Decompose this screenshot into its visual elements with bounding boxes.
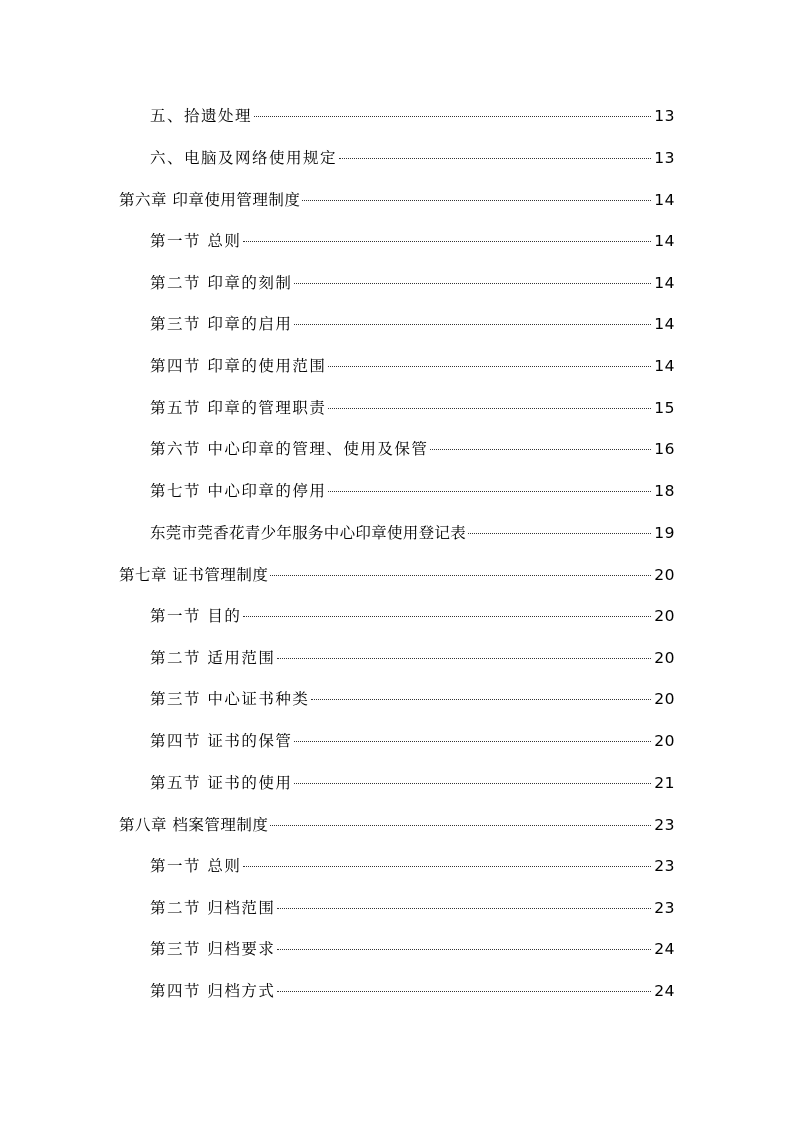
toc-entry-page: 23 bbox=[654, 857, 675, 875]
toc-entry[interactable] bbox=[150, 437, 675, 461]
dot-leader bbox=[294, 783, 651, 784]
toc-entry-page: 24 bbox=[654, 982, 675, 1000]
toc-entry-title: 第五节 印章的管理职责 bbox=[150, 399, 327, 417]
dot-leader bbox=[254, 116, 651, 117]
toc-entry[interactable] bbox=[150, 646, 675, 670]
toc-entry-page: 21 bbox=[654, 774, 675, 792]
toc-entry-title: 第四节 印章的使用范围 bbox=[150, 357, 327, 375]
toc-entry[interactable] bbox=[150, 771, 675, 795]
toc-entry[interactable] bbox=[150, 687, 675, 711]
toc-entry-page: 18 bbox=[654, 482, 675, 500]
dot-leader bbox=[277, 908, 651, 909]
dot-leader bbox=[277, 658, 651, 659]
toc-entry[interactable] bbox=[150, 521, 675, 545]
toc-entry-title: 第七章 证书管理制度 bbox=[119, 566, 269, 584]
toc-entry[interactable] bbox=[150, 146, 675, 170]
toc-entry-title: 第二节 适用范围 bbox=[150, 649, 276, 667]
dot-leader bbox=[277, 949, 651, 950]
toc-entry-page: 15 bbox=[654, 399, 675, 417]
toc-entry[interactable] bbox=[150, 896, 675, 920]
toc-chapter[interactable] bbox=[119, 188, 675, 212]
toc-entry[interactable] bbox=[150, 729, 675, 753]
toc-entry-page: 14 bbox=[654, 315, 675, 333]
toc-entry-title: 第二节 印章的刻制 bbox=[150, 274, 293, 292]
dot-leader bbox=[270, 575, 651, 576]
toc-entry-title: 东莞市莞香花青少年服务中心印章使用登记表 bbox=[150, 524, 467, 542]
dot-leader bbox=[277, 991, 651, 992]
toc-entry-page: 16 bbox=[654, 440, 675, 458]
dot-leader bbox=[243, 616, 651, 617]
toc-entry[interactable] bbox=[150, 937, 675, 961]
dot-leader bbox=[339, 158, 651, 159]
dot-leader bbox=[328, 491, 651, 492]
toc-entry-title: 第四节 归档方式 bbox=[150, 982, 276, 1000]
toc-entry-page: 14 bbox=[654, 274, 675, 292]
toc-entry[interactable] bbox=[150, 229, 675, 253]
toc-entry-page: 20 bbox=[654, 566, 675, 584]
toc-entry-page: 14 bbox=[654, 191, 675, 209]
toc-entry-page: 20 bbox=[654, 649, 675, 667]
toc-entry[interactable] bbox=[150, 854, 675, 878]
dot-leader bbox=[311, 699, 651, 700]
toc-entry[interactable] bbox=[150, 271, 675, 295]
toc-entry-page: 19 bbox=[654, 524, 675, 542]
dot-leader bbox=[243, 866, 651, 867]
dot-leader bbox=[430, 449, 651, 450]
dot-leader bbox=[294, 324, 651, 325]
toc-entry[interactable] bbox=[150, 979, 675, 1003]
toc-entry[interactable] bbox=[150, 312, 675, 336]
toc-chapter[interactable] bbox=[119, 563, 675, 587]
toc-entry[interactable] bbox=[150, 604, 675, 628]
dot-leader bbox=[328, 366, 651, 367]
toc-entry-title: 第二节 归档范围 bbox=[150, 899, 276, 917]
toc-entry-title: 五、拾遗处理 bbox=[150, 107, 253, 125]
toc-entry-page: 13 bbox=[654, 149, 675, 167]
toc-entry-page: 20 bbox=[654, 607, 675, 625]
toc-entry-title: 第五节 证书的使用 bbox=[150, 774, 293, 792]
toc-entry-page: 20 bbox=[654, 732, 675, 750]
toc-entry-page: 14 bbox=[654, 357, 675, 375]
toc-entry[interactable] bbox=[150, 479, 675, 503]
toc-entry-title: 第八章 档案管理制度 bbox=[119, 816, 269, 834]
toc-entry-page: 23 bbox=[654, 816, 675, 834]
toc-entry-title: 第七节 中心印章的停用 bbox=[150, 482, 327, 500]
toc-entry-page: 14 bbox=[654, 232, 675, 250]
toc-entry-page: 13 bbox=[654, 107, 675, 125]
toc-entry-title: 六、电脑及网络使用规定 bbox=[150, 149, 338, 167]
toc-entry-page: 23 bbox=[654, 899, 675, 917]
toc-entry-title: 第六节 中心印章的管理、使用及保管 bbox=[150, 440, 429, 458]
dot-leader bbox=[294, 283, 651, 284]
toc-entry-page: 20 bbox=[654, 690, 675, 708]
dot-leader bbox=[294, 741, 651, 742]
dot-leader bbox=[468, 533, 651, 534]
dot-leader bbox=[270, 825, 651, 826]
toc-entry[interactable] bbox=[150, 396, 675, 420]
toc-entry-title: 第三节 归档要求 bbox=[150, 940, 276, 958]
toc-entry-title: 第四节 证书的保管 bbox=[150, 732, 293, 750]
toc-chapter[interactable] bbox=[119, 813, 675, 837]
dot-leader bbox=[328, 408, 651, 409]
dot-leader bbox=[243, 241, 651, 242]
toc-entry-title: 第一节 总则 bbox=[150, 857, 242, 875]
toc-entry[interactable] bbox=[150, 354, 675, 378]
toc-entry-page: 24 bbox=[654, 940, 675, 958]
toc-entry-title: 第六章 印章使用管理制度 bbox=[119, 191, 301, 209]
toc-entry-title: 第三节 印章的启用 bbox=[150, 315, 293, 333]
toc-entry[interactable] bbox=[150, 104, 675, 128]
toc-entry-title: 第三节 中心证书种类 bbox=[150, 690, 310, 708]
dot-leader bbox=[302, 200, 651, 201]
toc-entry-title: 第一节 总则 bbox=[150, 232, 242, 250]
toc-entry-title: 第一节 目的 bbox=[150, 607, 242, 625]
